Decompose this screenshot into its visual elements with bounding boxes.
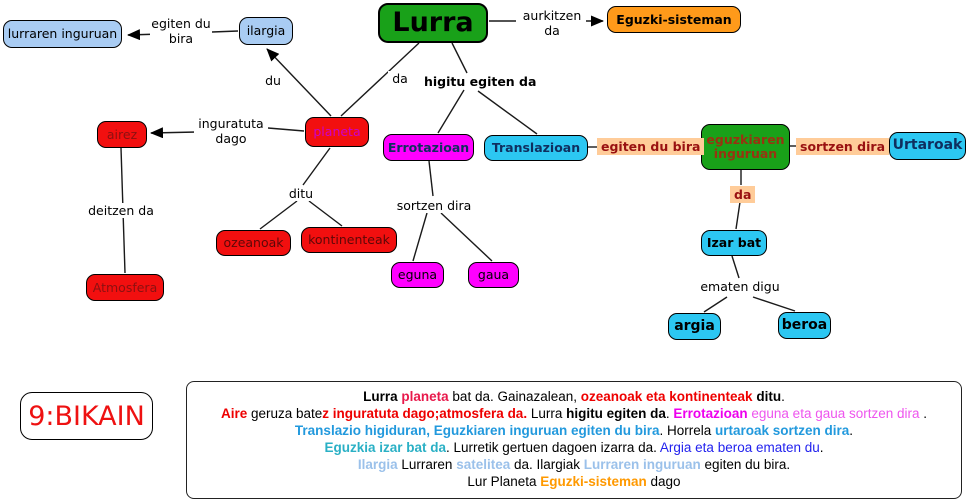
link-label-egiten-du-bira-left[interactable]: egiten du bira [151, 16, 211, 46]
summary-segment: ozeanoak eta kontinenteak [580, 389, 753, 404]
summary-segment: Lurraren inguruan [583, 457, 701, 472]
summary-segment: Eguzki-sisteman [540, 474, 647, 489]
node-ilargia[interactable]: ilargia [239, 17, 293, 45]
node-urtaroak[interactable]: Urtaroak [889, 132, 966, 160]
link-label-du[interactable]: du [260, 73, 286, 88]
link-label-ematen-digu[interactable]: ematen digu [700, 279, 780, 294]
node-izar-bat[interactable]: Izar bat [701, 230, 767, 256]
summary-segment: da. Ilargiak [510, 457, 584, 472]
summary-line-5 [187, 456, 961, 473]
summary-segment: Ilargia [357, 457, 398, 472]
summary-segment: Eguzkia izar bat da [324, 440, 447, 455]
node-eguzki-sisteman[interactable]: Eguzki-sisteman [607, 6, 741, 33]
summary-segment: . [665, 406, 674, 421]
summary-segment: . [849, 423, 854, 438]
node-kontinenteak[interactable]: kontinenteak [301, 227, 397, 253]
summary-segment: . [819, 440, 824, 455]
summary-line-3 [187, 422, 961, 439]
summary-segment: . [923, 406, 928, 421]
summary-segment: Errotazioan [673, 406, 748, 421]
summary-segment: Lurra [527, 406, 567, 421]
summary-segment: geruza bate [247, 406, 323, 421]
summary-segment: egiten du bira. [700, 457, 791, 472]
summary-box [186, 381, 962, 499]
summary-segment: urtaroak sortzen dira [715, 423, 850, 438]
node-beroa[interactable]: beroa [778, 312, 831, 339]
node-airez[interactable]: airez [97, 121, 147, 148]
node-gaua[interactable]: gaua [468, 262, 519, 288]
summary-segment: higitu egiten da [566, 406, 666, 421]
summary-segment: inguratuta dago;atmosfera da. [332, 406, 528, 421]
node-translazioan[interactable]: Translazioan [484, 135, 588, 161]
summary-segment: Argia eta beroa ematen du [659, 440, 820, 455]
link-label-da-right[interactable]: da [730, 186, 755, 203]
node-eguzkiaren-inguruan[interactable]: eguzkiaren inguruan [701, 124, 790, 170]
summary-segment: Translazio higiduran, Eguzkiaren inguruan egiten du bira [294, 423, 660, 438]
node-ozeanoak[interactable]: ozeanoak [216, 230, 291, 256]
node-argia[interactable]: argia [668, 313, 721, 340]
summary-segment: planeta [401, 389, 449, 404]
summary-segment: Lurra [363, 389, 398, 404]
summary-segment: bat da. Gainazalean, [448, 389, 581, 404]
link-label-ditu[interactable]: ditu [284, 186, 318, 201]
link-label-deitzen-da[interactable]: deitzen da [85, 203, 157, 218]
link-label-egiten-du-bira-right[interactable]: egiten du bira [597, 138, 704, 155]
summary-segment: z [322, 406, 330, 421]
node-atmosfera[interactable]: Atmosfera [86, 274, 164, 301]
summary-line-4 [187, 439, 961, 456]
summary-segment: . Horrela [659, 423, 715, 438]
summary-segment: . Lurretik gertuen dagoen izarra da. [446, 440, 660, 455]
grade-label: 9:BIKAIN [28, 400, 145, 432]
summary-segment: Lur Planeta [467, 474, 541, 489]
node-lurra[interactable]: Lurra [378, 3, 488, 43]
summary-segment: Lurraren [397, 457, 457, 472]
summary-line-2 [187, 405, 961, 422]
summary-segment: dago [646, 474, 681, 489]
link-label-aurkitzen-da[interactable]: aurkitzen da [518, 8, 586, 38]
summary-segment: . [781, 389, 785, 404]
summary-segment: satelitea [456, 457, 511, 472]
link-label-inguratuta-dago[interactable]: inguratuta dago [194, 116, 268, 146]
summary-segment: Aire [220, 406, 248, 421]
node-errotazioan[interactable]: Errotazioan [383, 134, 474, 161]
grade-badge [20, 392, 153, 440]
link-label-sortzen-dira-right[interactable]: sortzen dira [796, 138, 889, 155]
summary-segment: eguna eta gaua sortzen dira [747, 406, 924, 421]
summary-line-6 [187, 473, 961, 490]
summary-line-1 [187, 388, 961, 405]
node-lurraren-inguruan[interactable]: lurraren inguruan [3, 20, 122, 48]
node-planeta[interactable]: planeta [305, 117, 369, 147]
summary-segment: ditu [756, 389, 782, 404]
link-label-da-left[interactable]: da [388, 71, 412, 86]
link-label-higitu-egiten-da[interactable]: higitu egiten da [424, 74, 537, 89]
node-eguna[interactable]: eguna [391, 262, 444, 288]
link-label-sortzen-dira-left[interactable]: sortzen dira [396, 198, 472, 213]
